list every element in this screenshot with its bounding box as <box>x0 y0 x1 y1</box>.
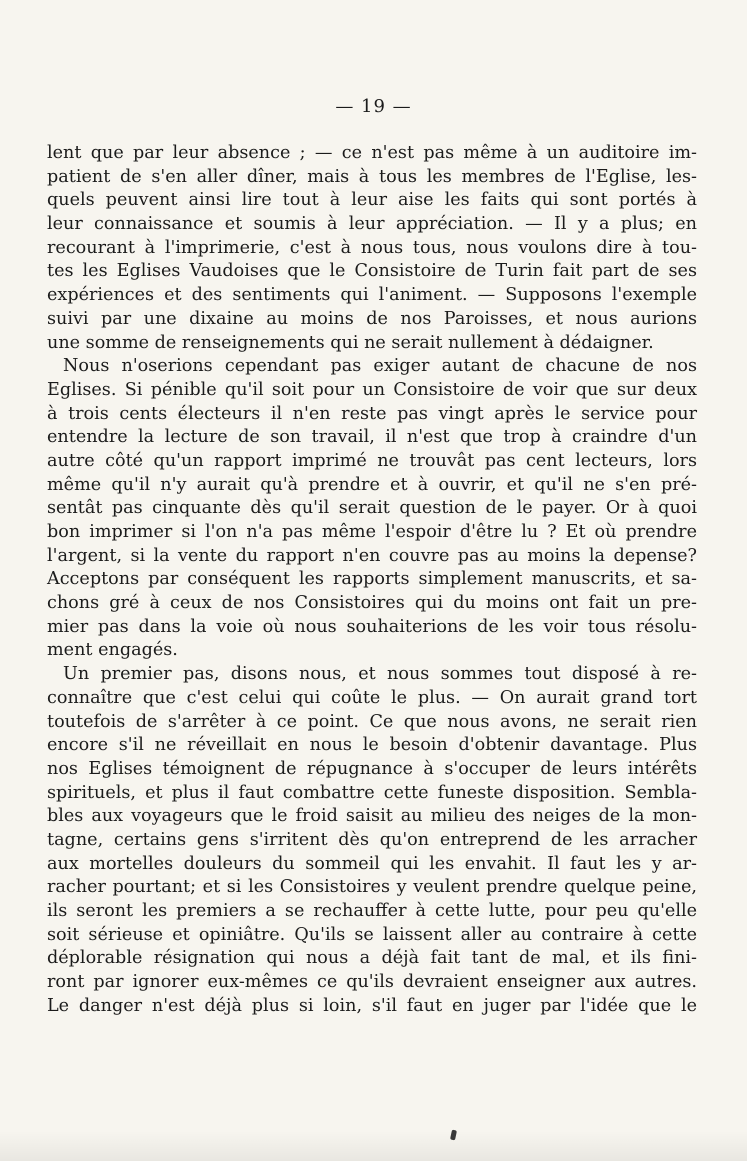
text-line: tes les Eglises Vaudoises que le Consistoire de Turin fait part de ses <box>47 261 697 282</box>
text-line: mier pas dans la voie où nous souhaiterions de les voir tous résolu- <box>47 616 697 637</box>
text-line: patient de s'en aller dîner, mais à tous les membres de l'Eglise, les- <box>47 166 697 187</box>
text-line: lent que par leur absence ; — ce n'est pas même à un auditoire im- <box>47 143 697 163</box>
text-line: aux mortelles douleurs du sommeil qui les envahit. Il faut les y ar- <box>47 853 697 874</box>
text-line: quels peuvent ainsi lire tout à leur aise les faits qui sont portés à <box>47 190 697 211</box>
body-text <box>47 142 697 1018</box>
text-line: Un premier pas, disons nous, et nous sommes tout disposé à re- <box>63 664 697 685</box>
text-line: ment engagés. <box>47 640 178 661</box>
text-line: toutefois de s'arrêter à ce point. Ce que nous avons, ne serait rien <box>47 711 697 732</box>
text-line: Nous n'oserions cependant pas exiger autant de chacune de nos <box>63 356 697 377</box>
page-number: — 19 — <box>335 96 412 117</box>
text-line: une somme de renseignements qui ne serait nullement à dédaigner. <box>47 332 654 353</box>
text-line: entendre la lecture de son travail, il n'est que trop à craindre d'un <box>47 427 697 448</box>
text-line: recourant à l'imprimerie, c'est à nous tous, nous voulons dire à tou- <box>47 237 697 258</box>
text-line: tagne, certains gens s'irritent dès qu'on entreprend de les arracher <box>47 829 697 850</box>
text-line: à trois cents électeurs il n'en reste pas vingt après le service pour <box>47 403 697 424</box>
text-line: soit sérieuse et opiniâtre. Qu'ils se laissent aller au contraire à cette <box>47 924 697 945</box>
text-line: ront par ignorer eux-mêmes ce qu'ils devraient enseigner aux autres. <box>47 972 697 993</box>
text-line: racher pourtant; et si les Consistoires y veulent prendre quelque peine, <box>47 877 697 898</box>
text-line: suivi par une dixaine au moins de nos Paroisses, et nous aurions <box>47 308 697 329</box>
text-line: nos Eglises témoignent de répugnance à s'occuper de leurs intérêts <box>47 758 697 779</box>
text-line: Acceptons par conséquent les rapports simplement manuscrits, et sa- <box>47 569 697 590</box>
text-line: spirituels, et plus il faut combattre cette funeste disposition. Sembla- <box>47 782 697 803</box>
text-line: Eglises. Si pénible qu'il soit pour un Consistoire de voir que sur deux <box>47 379 697 400</box>
text-line: leur connaissance et soumis à leur appréciation. — Il y a plus; en <box>47 214 697 235</box>
text-line: autre côté qu'un rapport imprimé ne trouvât pas cent lecteurs, lors <box>47 450 697 471</box>
text-line: expériences et des sentiments qui l'animent. — Supposons l'exemple <box>47 285 697 306</box>
text-line: déplorable résignation qui nous a déjà fait tant de mal, et ils fini- <box>47 948 697 969</box>
text-line: connaître que c'est celui qui coûte le plus. — On aurait grand tort <box>47 687 697 708</box>
text-line: Le danger n'est déjà plus si loin, s'il faut en juger par l'idée que le <box>47 995 697 1016</box>
text-line: ils seront les premiers a se rechauffer à cette lutte, pour peu qu'elle <box>47 901 697 921</box>
text-line: sentât pas cinquante dès qu'il serait question de le payer. Or à quoi <box>47 498 697 519</box>
text-line: bon imprimer si l'on n'a pas même l'espoir d'être lu ? Et où prendre <box>47 522 697 542</box>
text-line: même qu'il n'y aurait qu'à prendre et à ouvrir, et qu'il ne s'en pré- <box>47 474 697 495</box>
text-line: chons gré à ceux de nos Consistoires qui du moins ont fait un pre- <box>47 593 697 614</box>
text-line: l'argent, si la vente du rapport n'en couvre pas au moins la depense? <box>47 545 697 566</box>
page-edge-shadow <box>0 1131 747 1161</box>
text-line: encore s'il ne réveillait en nous le besoin d'obtenir davantage. Plus <box>47 735 697 756</box>
text-line: bles aux voyageurs que le froid saisit au milieu des neiges de la mon- <box>47 806 697 827</box>
